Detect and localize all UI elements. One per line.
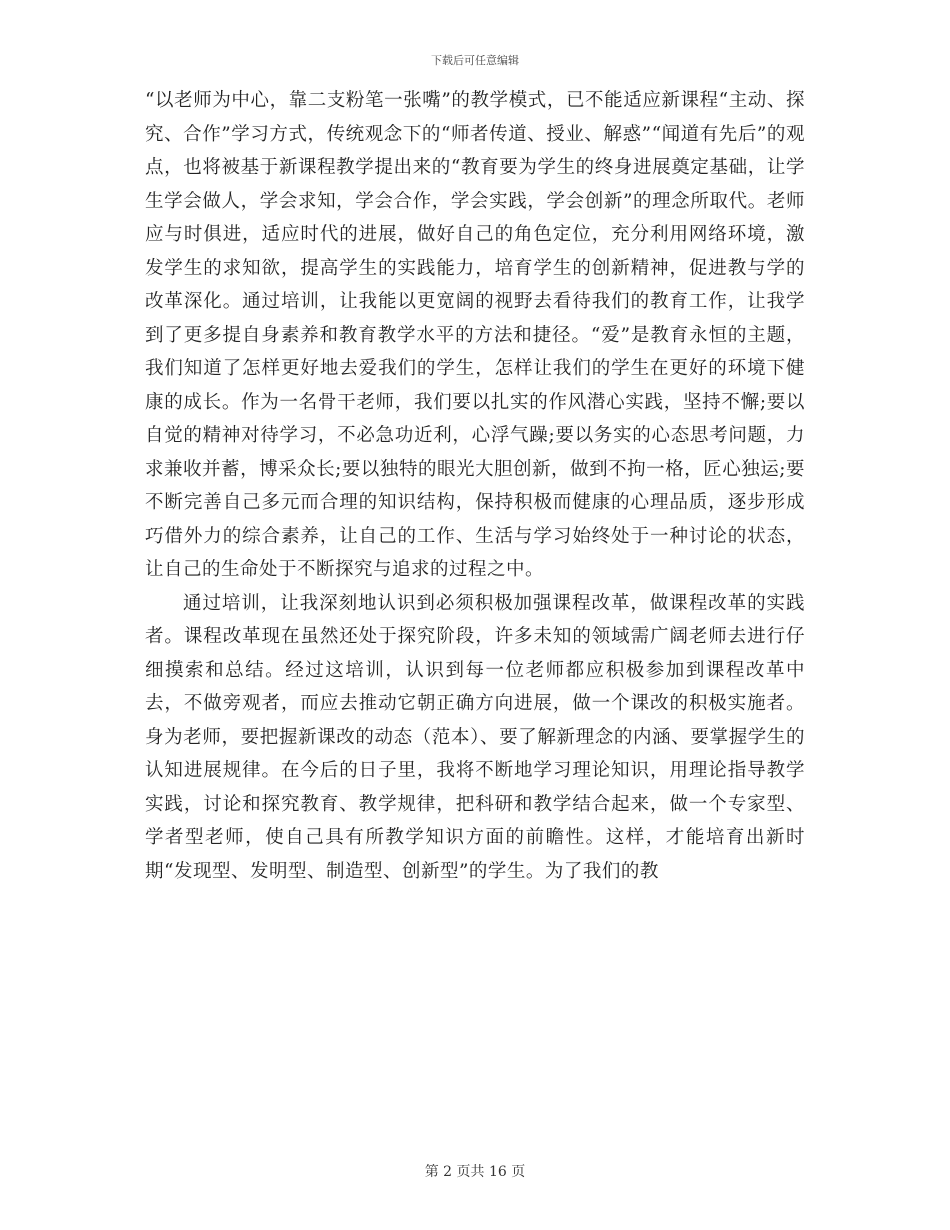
- page-footer: 第 2 页共 16 页: [424, 1164, 526, 1180]
- document-body: [145, 84, 805, 888]
- body-paragraph-1: “以老师为中心，靠二支粉笔一张嘴”的教学模式，已不能适应新课程“主动、探究、合作”学习方式，传统观念下的“师者传道、授业、解惑”“闻道有先后”的观点，也将被基于新课程教学提出来的“教育要为学生的终身进展奠定基础，让学生学会做人，学会求知，学会合作，学会实践，学会创新”的理念所取代。老师应与时俱进，适应时代的进展，做好自己的角色定位，充分利用网络环境，激发学生的求知欲，提高学生的实践能力，培育学生的创新精神，促进教与学的改革深化。通过培训，让我能以更宽阔的视野去看待我们的教育工作，让我学到了更多提自身素养和教育教学水平的方法和捷径。“爱”是教育永恒的主题，我们知道了怎样更好地去爱我们的学生，怎样让我们的学生在更好的环境下健康的成长。作为一名骨干老师，我们要以扎实的作风潜心实践，坚持不懈;要以自觉的精神对待学习，不必急功近利，心浮气躁;要以务实的心态思考问题，力求兼收并蓄，博采众长;要以独特的眼光大胆创新，做到不拘一格，匠心独运;要不断完善自己多元而合理的知识结构，保持积极而健康的心理品质，逐步形成巧借外力的综合素养，让自己的工作、生活与学习始终处于一种讨论的状态，让自己的生命处于不断探究与追求的过程之中。: [145, 90, 805, 580]
- body-paragraph-2: 通过培训，让我深刻地认识到必须积极加强课程改革，做课程改革的实践者。课程改革现在虽然还处于探究阶段，许多未知的领域需广阔老师去进行仔细摸索和总结。经过这培训，认识到每一位老师都应积极参加到课程改革中去，不做旁观者，而应去推动它朝正确方向进展，做一个课改的积极实施者。身为老师，要把握新课改的动态（范本）、要了解新理念的内涵、要掌握学生的认知进展规律。在今后的日子里，我将不断地学习理论知识，用理论指导教学实践，讨论和探究教育、教学规律，把科研和教学结合起来，做一个专家型、学者型老师，使自己具有所教学知识方面的前瞻性。这样，才能培育出新时期“发现型、发明型、制造型、创新型”的学生。为了我们的教: [145, 592, 805, 882]
- page-header: 下载后可任意编辑: [431, 54, 519, 67]
